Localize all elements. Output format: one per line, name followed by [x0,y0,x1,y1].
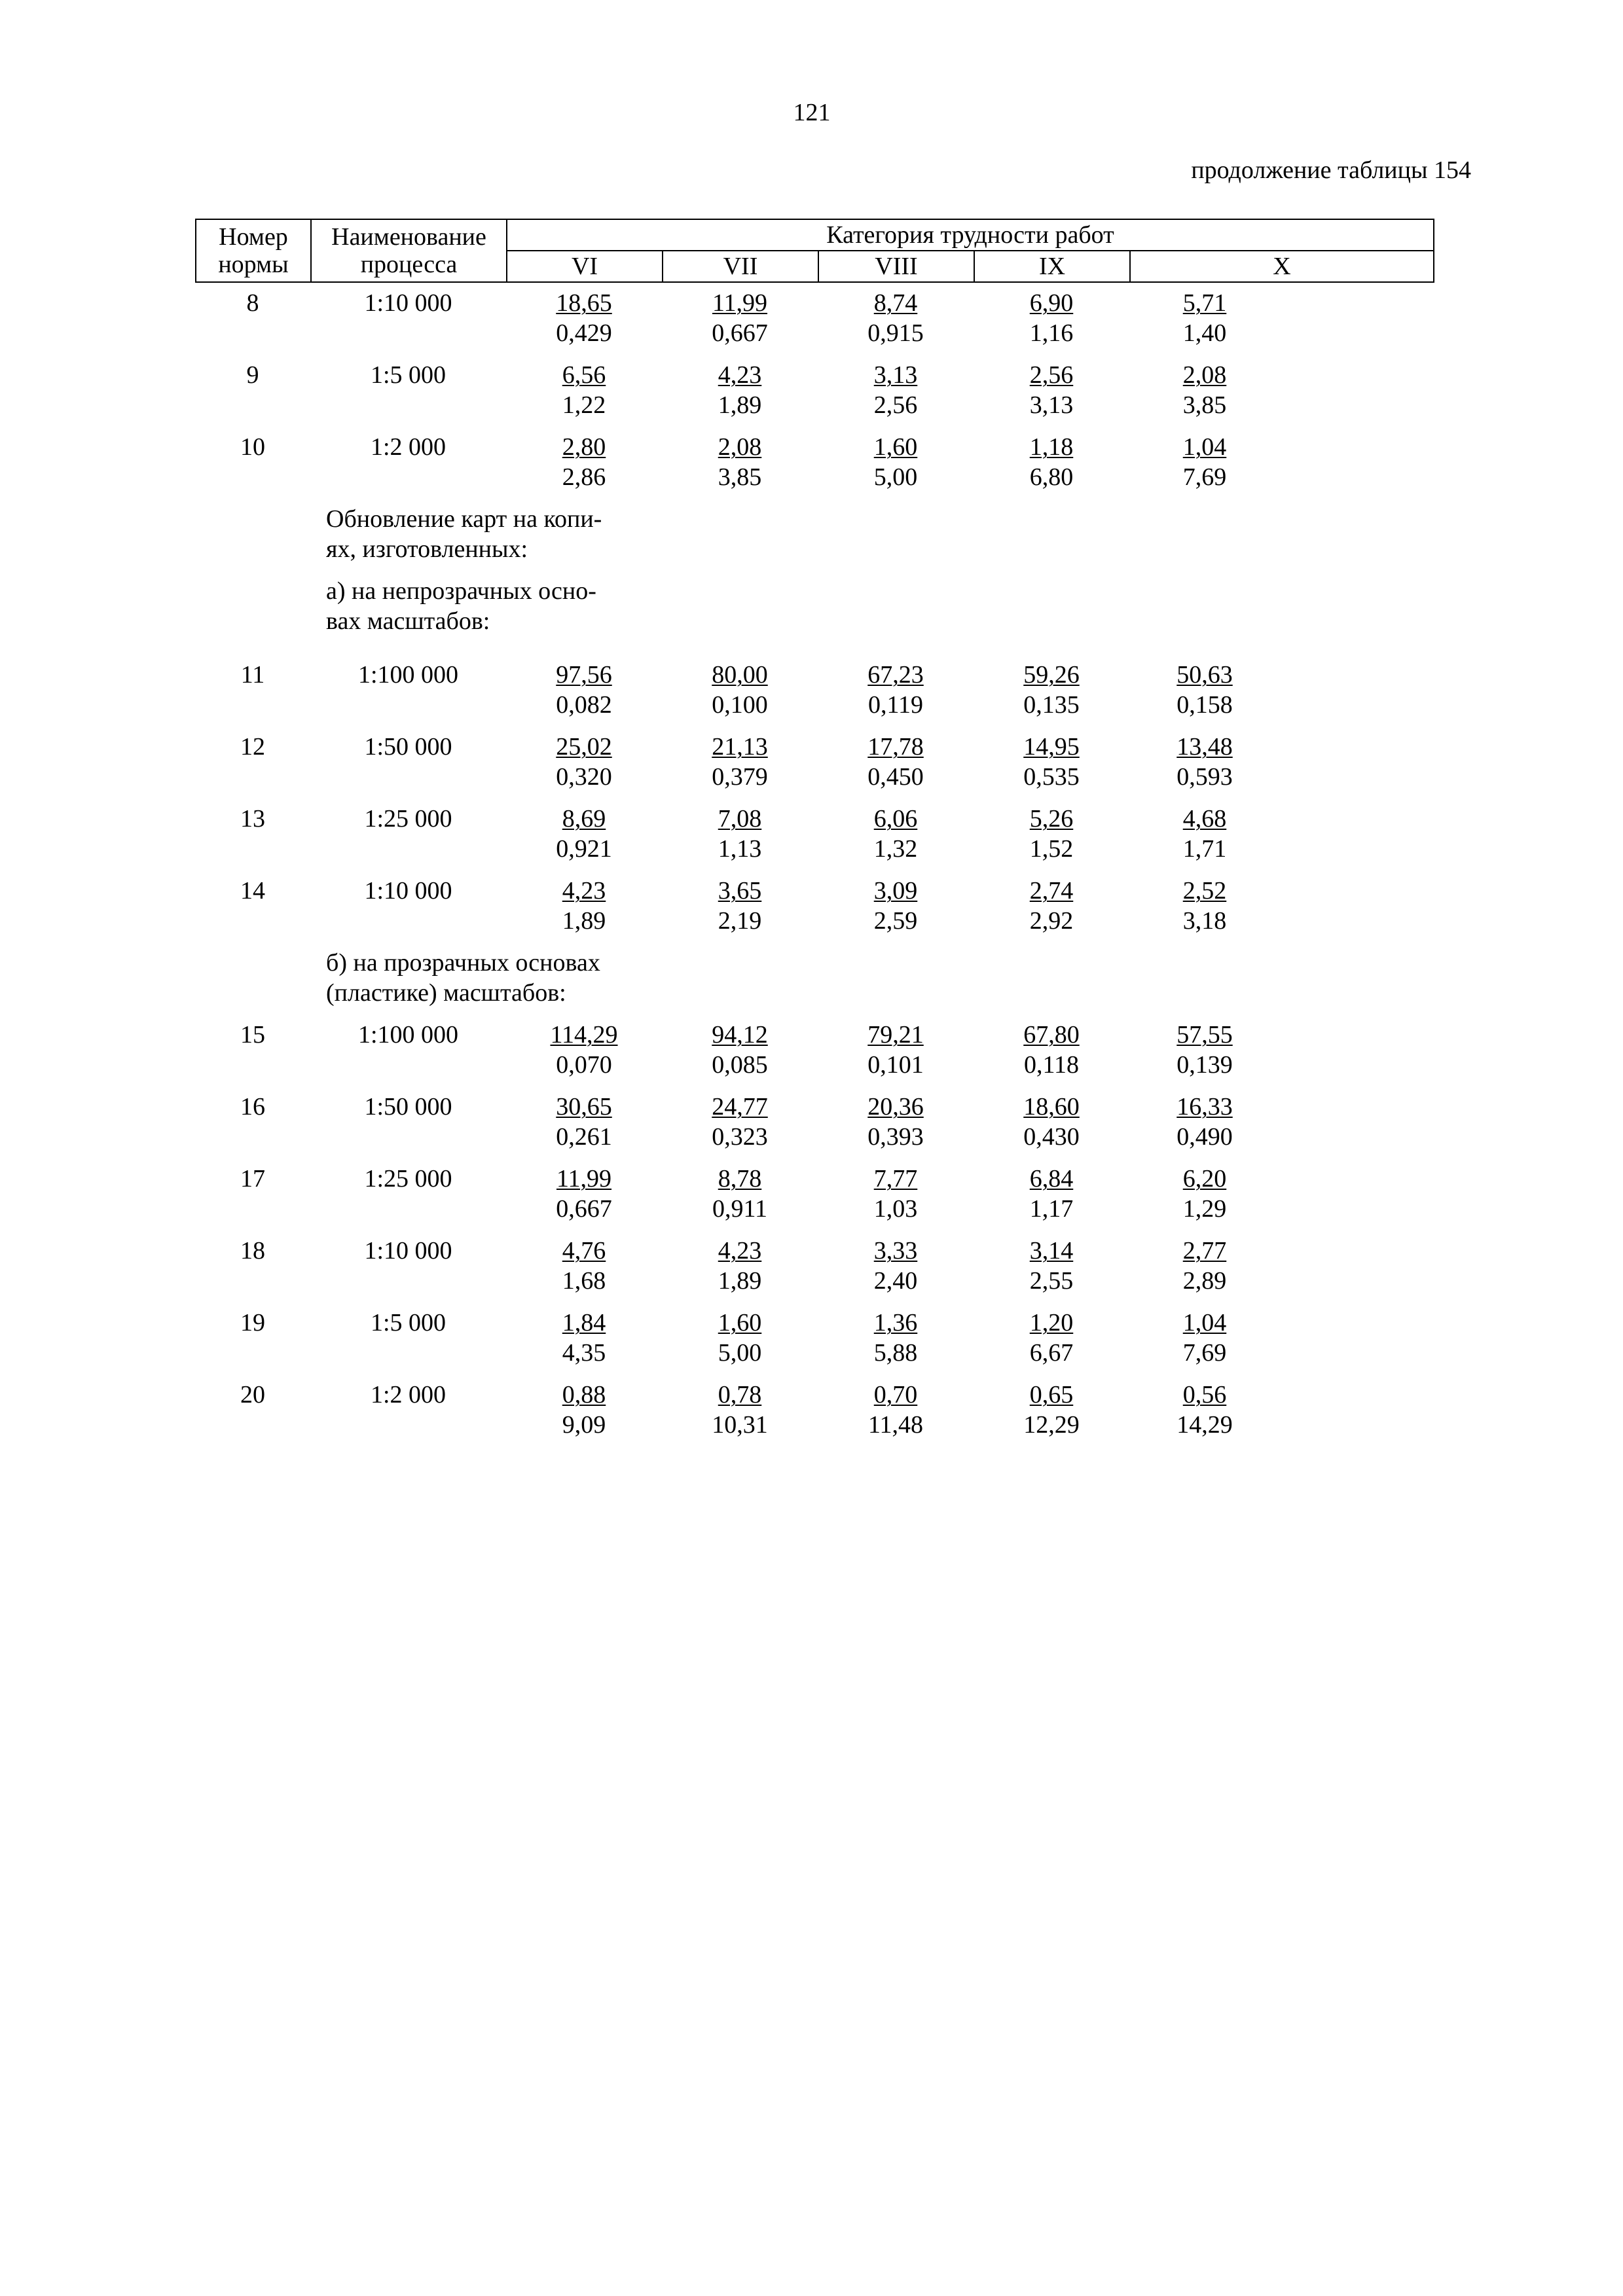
norm-number: 9 [246,361,259,389]
value-numerator: 30,65 [556,1093,612,1121]
value-cell [974,1164,1129,1224]
value-cell [506,732,662,792]
page-number: 121 [793,99,831,126]
value-numerator: 4,23 [718,1237,762,1265]
value-cell [974,1380,1129,1440]
section-line: а) на непрозрачных осно- [326,577,596,605]
section-line: Обновление карт на копи- [326,505,602,533]
value-cell [662,1164,818,1224]
value-denominator: 2,89 [1182,1267,1227,1295]
value-denominator: 0,085 [712,1051,768,1079]
value-numerator: 4,23 [718,361,762,389]
value-denominator: 1,17 [1029,1195,1074,1223]
value-cell [506,432,662,492]
value-cell [1129,1380,1433,1440]
norm-number: 14 [240,877,265,905]
value-numerator: 8,74 [873,289,918,317]
value-denominator: 7,69 [1182,463,1227,491]
value-numerator: 97,56 [556,661,612,689]
value-denominator: 2,55 [1029,1267,1074,1295]
norm-number: 19 [240,1309,265,1336]
value-cell [1129,360,1433,420]
value-denominator: 1,16 [1029,319,1074,347]
table-body [195,288,1433,1452]
value-numerator: 5,71 [1182,289,1227,317]
value-denominator: 1,29 [1182,1195,1227,1223]
value-denominator: 0,118 [1023,1051,1080,1079]
table-row [195,1164,1433,1236]
value-denominator: 0,393 [867,1123,924,1151]
value-numerator: 0,65 [1029,1381,1074,1408]
value-numerator: 1,84 [562,1309,606,1336]
value-denominator: 0,430 [1023,1123,1080,1151]
value-numerator: 6,06 [873,805,918,833]
value-denominator: 1,89 [718,391,762,419]
value-denominator: 0,667 [712,319,768,347]
value-cell [662,432,818,492]
value-numerator: 1,04 [1182,433,1227,461]
value-cell [818,804,974,864]
process-scale: 1:2 000 [370,433,447,461]
value-cell [818,360,974,420]
value-numerator: 2,52 [1182,877,1227,905]
value-numerator: 6,90 [1029,289,1074,317]
value-denominator: 0,261 [556,1123,612,1151]
norm-number: 17 [240,1165,265,1193]
value-cell [1129,1020,1433,1080]
value-denominator: 0,379 [712,763,768,791]
value-denominator: 0,323 [712,1123,768,1151]
value-cell [662,660,818,720]
process-scale: 1:5 000 [370,1309,447,1336]
value-cell [974,876,1129,936]
value-cell [818,1380,974,1440]
value-numerator: 6,84 [1029,1165,1074,1193]
value-numerator: 1,18 [1029,433,1074,461]
value-denominator: 0,082 [556,691,612,719]
value-cell [662,876,818,936]
value-cell [818,1236,974,1296]
value-cell [506,360,662,420]
table-row [195,288,1433,360]
process-scale: 1:10 000 [364,1237,452,1265]
value-numerator: 67,23 [867,661,924,689]
value-denominator: 3,13 [1029,391,1074,419]
value-cell [1129,804,1433,864]
value-denominator: 10,31 [712,1411,768,1439]
value-cell [818,1308,974,1368]
value-cell [818,1164,974,1224]
process-scale: 1:25 000 [364,805,452,833]
header-category-x: X [1130,251,1434,282]
value-denominator: 0,100 [712,691,768,719]
norm-number: 13 [240,805,265,833]
value-numerator: 80,00 [712,661,768,689]
value-cell [1129,732,1433,792]
value-denominator: 9,09 [562,1411,606,1439]
value-numerator: 0,70 [873,1381,918,1408]
value-numerator: 6,56 [562,361,606,389]
value-denominator: 1,52 [1029,835,1074,863]
table-row [195,1308,1433,1380]
value-cell [974,432,1129,492]
value-cell [1129,1092,1433,1152]
value-denominator: 0,593 [1176,763,1233,791]
value-cell [974,1308,1129,1368]
value-numerator: 11,99 [712,289,768,317]
value-numerator: 5,26 [1029,805,1074,833]
value-cell [818,876,974,936]
value-cell [662,804,818,864]
value-numerator: 1,60 [718,1309,762,1336]
norm-number: 11 [240,661,265,689]
value-numerator: 21,13 [712,733,768,761]
header-category-vi: VI [507,251,663,282]
section-heading [195,504,1433,576]
value-numerator: 59,26 [1023,661,1080,689]
value-numerator: 2,80 [562,433,606,461]
norm-number: 12 [240,733,265,761]
value-denominator: 3,85 [1182,391,1227,419]
value-denominator: 0,101 [867,1051,924,1079]
value-numerator: 16,33 [1176,1093,1233,1121]
process-scale: 1:50 000 [364,733,452,761]
value-numerator: 11,99 [556,1165,612,1193]
value-numerator: 4,68 [1182,805,1227,833]
value-cell [506,1380,662,1440]
value-numerator: 79,21 [867,1021,924,1049]
process-scale: 1:100 000 [357,1021,459,1049]
norm-number: 20 [240,1381,265,1408]
process-scale: 1:10 000 [364,289,452,317]
value-cell [1129,288,1433,348]
value-numerator: 0,78 [718,1381,762,1408]
value-cell [974,1236,1129,1296]
table-row [195,732,1433,804]
value-denominator: 5,00 [873,463,918,491]
value-denominator: 0,320 [556,763,612,791]
value-cell [662,1308,818,1368]
value-denominator: 0,135 [1023,691,1080,719]
value-cell [974,360,1129,420]
value-numerator: 13,48 [1176,733,1233,761]
process-scale: 1:50 000 [364,1093,452,1121]
value-denominator: 2,40 [873,1267,918,1295]
value-cell [506,804,662,864]
value-numerator: 18,65 [556,289,612,317]
table-row [195,1092,1433,1164]
value-cell [818,288,974,348]
value-cell [818,1092,974,1152]
value-numerator: 57,55 [1176,1021,1233,1049]
value-cell [974,1092,1129,1152]
value-cell [506,1020,662,1080]
value-numerator: 25,02 [556,733,612,761]
table-row [195,804,1433,876]
value-denominator: 0,119 [867,691,924,719]
value-cell [1129,876,1433,936]
value-numerator: 1,36 [873,1309,918,1336]
process-scale: 1:10 000 [364,877,452,905]
value-denominator: 0,158 [1176,691,1233,719]
value-cell [974,732,1129,792]
value-denominator: 6,80 [1029,463,1074,491]
value-numerator: 2,74 [1029,877,1074,905]
table-row [195,1236,1433,1308]
header-category-ix: IX [974,251,1130,282]
value-cell [974,1020,1129,1080]
value-cell [506,1092,662,1152]
value-denominator: 2,56 [873,391,918,419]
norm-number: 8 [246,289,259,317]
value-denominator: 5,00 [718,1339,762,1367]
value-cell [506,660,662,720]
section-line: (пластике) масштабов: [326,979,566,1007]
value-cell [974,804,1129,864]
value-denominator: 2,86 [562,463,606,491]
table-row [195,432,1433,504]
header-category: Категория трудности работ [507,219,1434,251]
value-cell [974,288,1129,348]
value-numerator: 3,33 [873,1237,918,1265]
value-numerator: 14,95 [1023,733,1080,761]
table-continuation-caption: продолжение таблицы 154 [1191,156,1471,184]
value-cell [506,288,662,348]
table-row [195,876,1433,948]
value-cell [818,1020,974,1080]
value-denominator: 4,35 [562,1339,606,1367]
value-cell [506,1164,662,1224]
value-denominator: 1,71 [1182,835,1227,863]
value-denominator: 0,450 [867,763,924,791]
value-numerator: 2,08 [718,433,762,461]
norm-number: 10 [240,433,265,461]
value-cell [662,288,818,348]
value-denominator: 1,89 [718,1267,762,1295]
value-cell [662,360,818,420]
value-numerator: 3,65 [718,877,762,905]
value-denominator: 0,139 [1176,1051,1233,1079]
value-numerator: 8,69 [562,805,606,833]
value-denominator: 0,535 [1023,763,1080,791]
value-denominator: 1,68 [562,1267,606,1295]
value-denominator: 6,67 [1029,1339,1074,1367]
table-row [195,1020,1433,1092]
value-denominator: 0,915 [867,319,924,347]
value-numerator: 3,14 [1029,1237,1074,1265]
value-numerator: 1,20 [1029,1309,1074,1336]
value-cell [1129,1164,1433,1224]
value-denominator: 11,48 [867,1411,924,1439]
value-denominator: 12,29 [1023,1411,1080,1439]
value-denominator: 3,85 [718,463,762,491]
value-numerator: 94,12 [712,1021,768,1049]
header-process-name: Наименование процесса [311,219,507,282]
value-denominator: 0,921 [556,835,612,863]
value-cell [662,1092,818,1152]
value-denominator: 1,13 [718,835,762,863]
value-cell [506,876,662,936]
process-scale: 1:2 000 [370,1381,447,1408]
table-header [195,219,1434,283]
table-row [195,660,1433,732]
table-row [195,360,1433,432]
value-cell [662,1020,818,1080]
value-cell [818,432,974,492]
value-numerator: 2,56 [1029,361,1074,389]
norm-number: 16 [240,1093,265,1121]
process-scale: 1:5 000 [370,361,447,389]
value-numerator: 6,20 [1182,1165,1227,1193]
value-denominator: 14,29 [1176,1411,1233,1439]
subsection-heading-transparent [195,948,1433,1020]
value-numerator: 18,60 [1023,1093,1080,1121]
value-cell [1129,1308,1433,1368]
value-cell [1129,660,1433,720]
value-denominator: 0,429 [556,319,612,347]
value-numerator: 2,08 [1182,361,1227,389]
value-denominator: 5,88 [873,1339,918,1367]
norm-number: 15 [240,1021,265,1049]
value-numerator: 7,08 [718,805,762,833]
value-denominator: 1,32 [873,835,918,863]
value-denominator: 7,69 [1182,1339,1227,1367]
value-numerator: 3,13 [873,361,918,389]
value-numerator: 0,88 [562,1381,606,1408]
value-cell [506,1236,662,1296]
value-denominator: 0,490 [1176,1123,1233,1151]
value-denominator: 0,667 [556,1195,612,1223]
value-numerator: 50,63 [1176,661,1233,689]
value-numerator: 8,78 [718,1165,762,1193]
value-numerator: 20,36 [867,1093,924,1121]
value-cell [818,732,974,792]
value-denominator: 1,89 [562,907,606,935]
value-denominator: 0,070 [556,1051,612,1079]
header-category-viii: VIII [818,251,974,282]
value-denominator: 2,19 [718,907,762,935]
value-cell [1129,432,1433,492]
value-numerator: 4,76 [562,1237,606,1265]
subsection-heading-opaque [195,576,1433,660]
section-line: ях, изготовленных: [326,535,528,563]
value-numerator: 1,04 [1182,1309,1227,1336]
process-scale: 1:100 000 [357,661,459,689]
value-numerator: 3,09 [873,877,918,905]
value-cell [662,1236,818,1296]
value-cell [1129,1236,1433,1296]
value-cell [662,732,818,792]
section-line: вах масштабов: [326,607,490,635]
table-row [195,1380,1433,1452]
value-numerator: 1,60 [873,433,918,461]
value-numerator: 0,56 [1182,1381,1227,1408]
value-numerator: 24,77 [712,1093,768,1121]
value-cell [506,1308,662,1368]
header-norm-number: Номер нормы [196,219,311,282]
value-denominator: 1,03 [873,1195,918,1223]
value-numerator: 2,77 [1182,1237,1227,1265]
header-category-vii: VII [663,251,818,282]
value-cell [974,660,1129,720]
value-numerator: 114,29 [550,1021,618,1049]
norm-number: 18 [240,1237,265,1265]
process-scale: 1:25 000 [364,1165,452,1193]
section-line: б) на прозрачных основах [326,949,600,977]
value-denominator: 2,59 [873,907,918,935]
value-cell [662,1380,818,1440]
value-denominator: 3,18 [1182,907,1227,935]
value-denominator: 0,911 [712,1195,768,1223]
value-numerator: 67,80 [1023,1021,1080,1049]
value-numerator: 17,78 [867,733,924,761]
value-denominator: 1,40 [1182,319,1227,347]
value-cell [818,660,974,720]
value-numerator: 7,77 [873,1165,918,1193]
value-denominator: 2,92 [1029,907,1074,935]
value-numerator: 4,23 [562,877,606,905]
value-denominator: 1,22 [562,391,606,419]
